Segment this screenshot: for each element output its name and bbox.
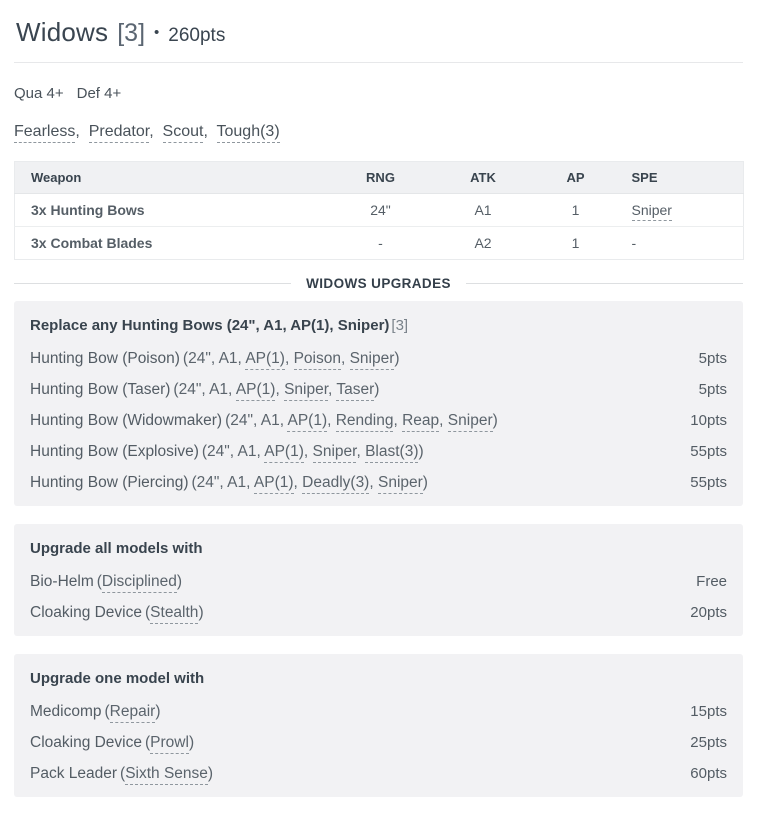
upgrade-group [14, 654, 743, 797]
upgrade-option-label [30, 573, 182, 591]
upgrade-option-name: Cloaking Device [30, 604, 142, 621]
column-header-rng: RNG [331, 162, 431, 194]
upgrade-option-cost: 5pts [698, 381, 727, 398]
unit-model-count: [3] [117, 19, 146, 47]
stat-text: , [275, 381, 285, 398]
special-rule-term[interactable]: Sixth Sense [125, 765, 208, 785]
upgrades-section-divider [14, 276, 743, 291]
upgrade-options [30, 703, 727, 783]
stat-text: ) [207, 765, 214, 782]
special-rule-term[interactable]: Predator [89, 123, 149, 143]
upgrade-option-row [30, 604, 727, 622]
special-rules-line [14, 123, 743, 141]
upgrade-options [30, 350, 727, 492]
stat-text: ( [145, 604, 151, 621]
upgrade-option-cost: 25pts [690, 734, 727, 751]
stat-text: ) [492, 412, 498, 429]
stat-text: , [393, 412, 403, 429]
column-header-spe: SPE [616, 162, 744, 194]
special-rule [89, 123, 163, 143]
weapon-ap: 1 [536, 194, 616, 227]
weapon-range: - [331, 227, 431, 260]
upgrade-option-row [30, 443, 727, 461]
special-rule [217, 123, 280, 143]
upgrade-group [14, 301, 743, 506]
upgrade-option-name: Hunting Bow (Poison) [30, 350, 180, 367]
upgrade-option-name: Hunting Bow (Taser) [30, 381, 171, 398]
upgrade-option-details [120, 765, 213, 782]
upgrade-group-heading [30, 315, 727, 337]
upgrade-option-row [30, 412, 727, 430]
stat-text: , [303, 443, 313, 460]
stat-text: ) [155, 703, 161, 720]
upgrade-option-name: Bio-Helm [30, 573, 94, 590]
special-rule-term[interactable]: Stealth [150, 604, 198, 624]
upgrade-group-heading [30, 668, 727, 690]
upgrade-option-row [30, 703, 727, 721]
upgrade-option-details [145, 604, 204, 621]
upgrade-option-name: Hunting Bow (Explosive) [30, 443, 199, 460]
weapon-attacks: A2 [431, 227, 536, 260]
column-header-atk: ATK [431, 162, 536, 194]
stat-text: (24", A1, [182, 350, 246, 367]
upgrade-option-label [30, 443, 424, 461]
column-header-ap: AP [536, 162, 616, 194]
weapons-table [14, 161, 744, 260]
upgrade-group-heading-text: Upgrade all models with [30, 540, 203, 557]
stat-text: ) [176, 573, 183, 590]
stat-text: ( [145, 734, 151, 751]
stat-text: - [631, 235, 637, 251]
weapon-row [15, 227, 744, 260]
upgrade-option-name: Hunting Bow (Widowmaker) [30, 412, 223, 429]
upgrade-option-cost: 55pts [690, 474, 727, 491]
upgrade-option-name: Cloaking Device [30, 734, 142, 751]
stat-text: , [340, 350, 350, 367]
upgrade-option-row [30, 765, 727, 783]
special-rule-term[interactable]: Sniper [632, 202, 672, 221]
weapon-name: 3x Combat Blades [15, 227, 331, 260]
upgrade-option-row [30, 350, 727, 368]
special-rule-term[interactable]: AP(1) [287, 412, 327, 432]
special-rule-term[interactable]: Repair [110, 703, 156, 723]
stat-text: ( [104, 703, 110, 720]
special-rule [163, 123, 217, 143]
special-rule-term[interactable]: Sniper [448, 412, 493, 432]
upgrade-option-cost: 20pts [690, 604, 727, 621]
stat-text: (24", A1, [201, 443, 265, 460]
stat-text: ) [394, 350, 400, 367]
special-rule-term[interactable]: Poison [294, 350, 341, 370]
unit-points: 260pts [168, 25, 226, 46]
weapon-range: 24" [331, 194, 431, 227]
weapon-row [15, 194, 744, 227]
special-rule-term[interactable]: Blast(3) [365, 443, 418, 463]
upgrade-group [14, 524, 743, 636]
stat-text: , [328, 381, 337, 398]
upgrade-option-name: Hunting Bow (Piercing) [30, 474, 189, 491]
upgrade-option-cost: 10pts [690, 412, 727, 429]
upgrade-group-heading-text: Upgrade one model with [30, 670, 205, 687]
stat-text: , [439, 412, 448, 429]
upgrade-option-details [225, 412, 498, 429]
stat-text: , [356, 443, 366, 460]
page-title: Widows [16, 17, 109, 47]
upgrade-option-details [192, 474, 428, 491]
rule-separator: , [149, 123, 163, 140]
special-rule-term[interactable]: Prowl [150, 734, 189, 754]
upgrade-option-cost: Free [696, 573, 727, 590]
upgrade-option-details [145, 734, 194, 751]
special-rule-term[interactable]: Sniper [284, 381, 328, 401]
stat-text: (24", A1, [173, 381, 236, 398]
upgrade-option-row [30, 573, 727, 591]
special-rule-term[interactable]: Sniper [313, 443, 357, 463]
upgrade-option-label [30, 350, 400, 368]
upgrade-option-label [30, 412, 498, 430]
special-rule-term[interactable]: Fearless [14, 123, 75, 143]
weapon-name: 3x Hunting Bows [15, 194, 331, 227]
column-header-weapon: Weapon [15, 162, 331, 194]
stat-text: , [327, 412, 336, 429]
special-rule-term[interactable]: Tough(3) [217, 123, 280, 143]
stat-text: , [284, 350, 294, 367]
upgrade-group-heading-text: Replace any Hunting Bows (24", A1, AP(1), Sniper) [30, 317, 390, 334]
divider-line-right [466, 283, 743, 284]
stat-text: ( [120, 765, 126, 782]
special-rule-term[interactable]: AP(1) [245, 350, 285, 370]
quality-stat: Qua 4+ [14, 85, 64, 102]
stat-text: ) [374, 381, 380, 398]
stat-text: ) [422, 474, 428, 491]
special-rule [14, 123, 89, 143]
special-rule-term[interactable]: Rending [336, 412, 394, 432]
defense-stat: Def 4+ [76, 85, 122, 102]
stat-text: ) [418, 443, 424, 460]
weapon-attacks: A1 [431, 194, 536, 227]
upgrade-option-cost: 55pts [690, 443, 727, 460]
weapon-special [616, 194, 744, 227]
upgrade-option-label [30, 604, 204, 622]
special-rule-term[interactable]: Taser [336, 381, 374, 401]
upgrade-option-details [173, 381, 379, 398]
upgrade-option-cost: 15pts [690, 703, 727, 720]
stat-line [14, 85, 743, 102]
upgrade-option-cost: 60pts [690, 765, 727, 782]
upgrade-option-cost: 5pts [698, 350, 727, 367]
special-rule-term[interactable]: AP(1) [236, 381, 276, 401]
rule-separator: , [75, 123, 89, 140]
stat-text: , [369, 474, 378, 491]
special-rule-term[interactable]: AP(1) [264, 443, 304, 463]
special-rule-term[interactable]: Reap [402, 412, 439, 432]
upgrade-option-label [30, 474, 428, 492]
stat-text: ) [188, 734, 195, 751]
weapon-special [616, 227, 744, 260]
special-rule-term[interactable]: Sniper [378, 474, 423, 494]
upgrade-option-label [30, 703, 161, 721]
title-separator-dot: • [154, 24, 160, 41]
upgrade-option-row [30, 381, 727, 399]
upgrade-group-count: [3] [391, 317, 409, 334]
upgrade-option-name: Medicomp [30, 703, 102, 720]
upgrade-option-details [97, 573, 182, 590]
rule-separator: , [203, 123, 217, 140]
stat-text: ( [96, 573, 102, 590]
upgrade-option-details [202, 443, 424, 460]
weapon-ap: 1 [536, 227, 616, 260]
upgrade-option-details [183, 350, 400, 367]
divider-line-left [14, 283, 291, 284]
upgrade-option-label [30, 381, 379, 399]
stat-text: ) [198, 604, 204, 621]
weapons-table-header-row [15, 162, 744, 194]
special-rule-term[interactable]: Deadly(3) [302, 474, 369, 494]
special-rule-term[interactable]: Sniper [350, 350, 395, 370]
upgrade-option-details [105, 703, 161, 720]
special-rule-term[interactable]: Scout [163, 123, 204, 143]
upgrade-options [30, 573, 727, 622]
upgrade-group-heading [30, 538, 727, 560]
special-rule-term[interactable]: Disciplined [102, 573, 177, 593]
stat-text: (24", A1, [191, 474, 254, 491]
upgrade-option-label [30, 765, 213, 783]
upgrade-option-row [30, 734, 727, 752]
upgrades-section-title: WIDOWS UPGRADES [306, 276, 451, 291]
unit-header [14, 0, 743, 63]
upgrade-option-row [30, 474, 727, 492]
special-rule-term[interactable]: AP(1) [254, 474, 294, 494]
upgrade-option-label [30, 734, 194, 752]
upgrade-groups [14, 301, 743, 797]
stat-text: , [293, 474, 303, 491]
upgrade-option-name: Pack Leader [30, 765, 118, 782]
stat-text: (24", A1, [225, 412, 288, 429]
